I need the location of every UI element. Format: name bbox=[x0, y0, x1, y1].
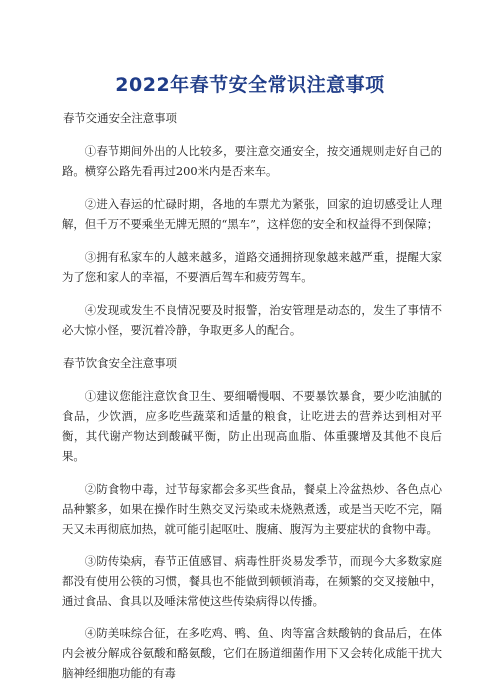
paragraph: ①春节期间外出的人比较多，要注意交通安全，按交通规则走好自己的路。横穿公路先看再过200米内是否来车。 bbox=[62, 144, 442, 178]
document-title: 2022年春节安全常识注意事项 bbox=[115, 74, 385, 96]
paragraph: ②防食物中毒，过节每家都会多买些食品，餐桌上冷盆热炒、各色点心品种繁多，如果在操作时生熟交叉污染或未烧熟煮透，或是当天吃不完，隔天又未再彻底加热，就可能引起呕吐、腹痛、腹泻为主要症状的食物中毒。 bbox=[62, 482, 442, 536]
paragraph: ②进入春运的忙碌时期，各地的车票尤为紧张，回家的迫切感受让人理解，但千万不要乘坐无牌无照的“黑车”，这样您的安全和权益得不到保障； bbox=[62, 197, 442, 231]
paragraph: ④防美味综合征，在多吃鸡、鸭、鱼、肉等富含麸酸钠的食品后，在体内会被分解成谷氨酸和酪氨酸，它们在肠道细菌作用下又会转化成能干扰大脑神经细胞功能的有毒 bbox=[62, 626, 442, 680]
paragraph: ③拥有私家车的人越来越多，道路交通拥挤现象越来越严重，提醒大家为了您和家人的幸福，不要酒后驾车和疲劳驾车。 bbox=[62, 250, 442, 284]
paragraph: ①建议您能注意饮食卫生、要细嚼慢咽、不要暴饮暴食，要少吃油腻的食品，少饮酒，应多吃些蔬菜和适量的粮食，让吃进去的营养达到相对平衡，其代谢产物达到酸碱平衡，防止出现高血脂、体重骤增及其他不良后果。 bbox=[62, 389, 442, 463]
paragraph: ④发现或发生不良情况要及时报警，治安管理是动态的，发生了事情不必大惊小怪，要沉着冷静，争取更多人的配合。 bbox=[62, 303, 442, 337]
paragraph: ③防传染病，春节正值感冒、病毒性肝炎易发季节，而现今大多数家庭都没有使用公筷的习惯，餐具也不能做到顿顿消毒，在频繁的交叉接触中，通过食品、食具以及唾沫常使这些传染病得以传播。 bbox=[62, 554, 442, 608]
document-body bbox=[62, 108, 442, 695]
section-heading-food: 春节饮食安全注意事项 bbox=[63, 356, 177, 370]
section-heading-traffic: 春节交通安全注意事项 bbox=[63, 111, 177, 125]
